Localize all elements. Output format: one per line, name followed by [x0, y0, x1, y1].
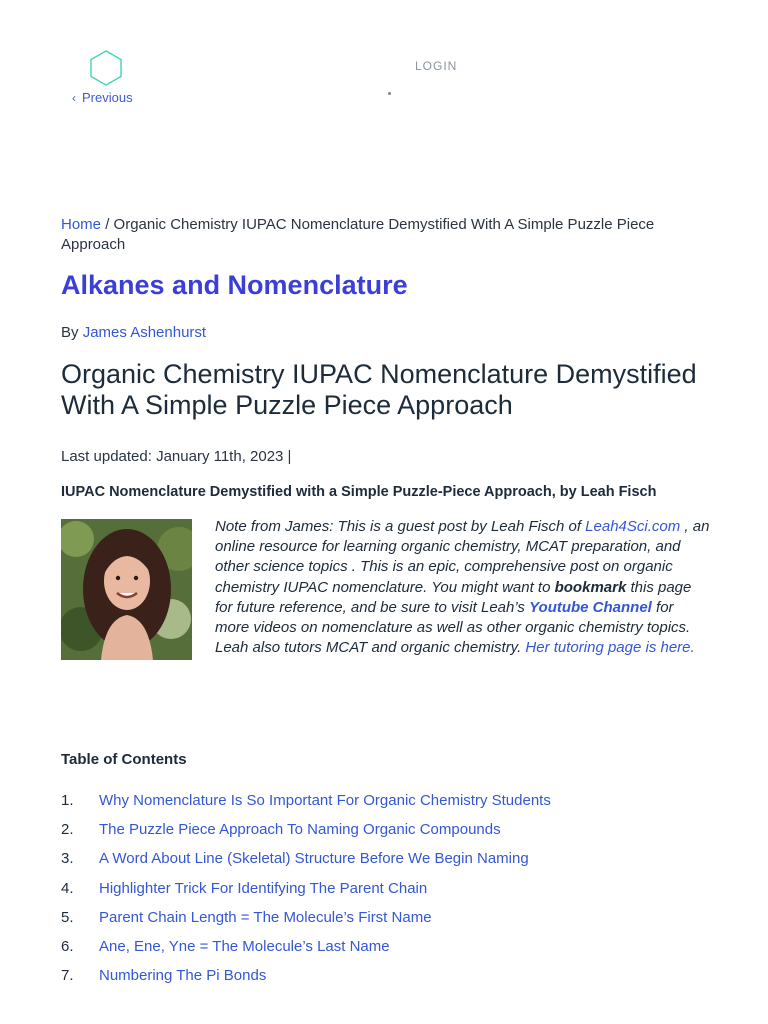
- toc-item: [61, 815, 551, 844]
- byline: [61, 324, 206, 341]
- toc-number: 3.: [61, 850, 74, 868]
- toc-item: [61, 786, 551, 815]
- toc-number: 7.: [61, 967, 74, 985]
- separator-dot: [388, 92, 391, 95]
- toc-number: 2.: [61, 821, 74, 839]
- post-subtitle: IUPAC Nomenclature Demystified with a Simple Puzzle-Piece Approach, by Leah Fisch: [61, 484, 657, 500]
- table-of-contents: [61, 786, 551, 990]
- toc-link[interactable]: Parent Chain Length = The Molecule’s First Name: [99, 908, 432, 926]
- note-bookmark: bookmark: [554, 578, 627, 596]
- breadcrumb-current: Organic Chemistry IUPAC Nomenclature Demystified With A Simple Puzzle Piece Approach: [61, 216, 655, 253]
- toc-number: 4.: [61, 879, 74, 897]
- breadcrumb-separator: /: [105, 216, 110, 233]
- byline-prefix: By: [61, 324, 79, 341]
- toc-link[interactable]: Numbering The Pi Bonds: [99, 967, 267, 985]
- toc-link[interactable]: Ane, Ene, Yne = The Molecule’s Last Name: [99, 938, 390, 956]
- author-photo: [61, 519, 192, 660]
- last-updated: Last updated: January 11th, 2023 |: [61, 448, 292, 465]
- previous-label: Previous: [82, 90, 133, 105]
- toc-link[interactable]: A Word About Line (Skeletal) Structure Before We Begin Naming: [99, 850, 529, 868]
- toc-item: [61, 961, 551, 990]
- category-heading[interactable]: Alkanes and Nomenclature: [61, 270, 408, 300]
- toc-item: [61, 932, 551, 961]
- youtube-channel-link[interactable]: Youtube Channel: [529, 598, 652, 616]
- note-text-1: Note from James: This is a guest post by Leah Fisch of: [215, 518, 586, 535]
- leah4sci-link[interactable]: Leah4Sci.com: [585, 518, 681, 535]
- previous-link[interactable]: [72, 90, 133, 105]
- toc-item: [61, 844, 551, 873]
- note-text-4: for more videos on nomenclature as well as other organic chemistry topics. Leah also tutors MCAT and organic chemistry.: [215, 598, 691, 657]
- toc-number: 1.: [61, 792, 74, 810]
- toc-link[interactable]: Why Nomenclature Is So Important For Organic Chemistry Students: [99, 792, 551, 810]
- toc-number: 6.: [61, 938, 74, 956]
- guest-post-note: [215, 517, 710, 658]
- breadcrumb-home-link[interactable]: Home: [61, 216, 102, 233]
- toc-item: [61, 874, 551, 903]
- toc-number: 5.: [61, 908, 74, 926]
- toc-link[interactable]: The Puzzle Piece Approach To Naming Organic Compounds: [99, 821, 501, 839]
- page-title: Organic Chemistry IUPAC Nomenclature Demystified With A Simple Puzzle Piece Approach: [61, 359, 697, 420]
- chevron-left-icon: ‹: [72, 90, 76, 105]
- toc-item: [61, 903, 551, 932]
- tutoring-page-link[interactable]: Her tutoring page is here.: [525, 639, 695, 657]
- breadcrumb: [61, 215, 711, 255]
- hexagon-logo-icon[interactable]: [86, 48, 126, 88]
- toc-link[interactable]: Highlighter Trick For Identifying The Parent Chain: [99, 879, 428, 897]
- note-text-3: this page for future reference, and be sure to visit Leah’s: [215, 578, 692, 616]
- login-link[interactable]: LOGIN: [415, 59, 458, 73]
- toc-heading: Table of Contents: [61, 751, 187, 768]
- note-text-2: , an online resource for learning organic chemistry, MCAT preparation, and other science topics . This is an epic, comprehensive post on organic chemistry IUPAC nomenclature. You might want to: [215, 518, 710, 596]
- author-link[interactable]: James Ashenhurst: [82, 324, 207, 341]
